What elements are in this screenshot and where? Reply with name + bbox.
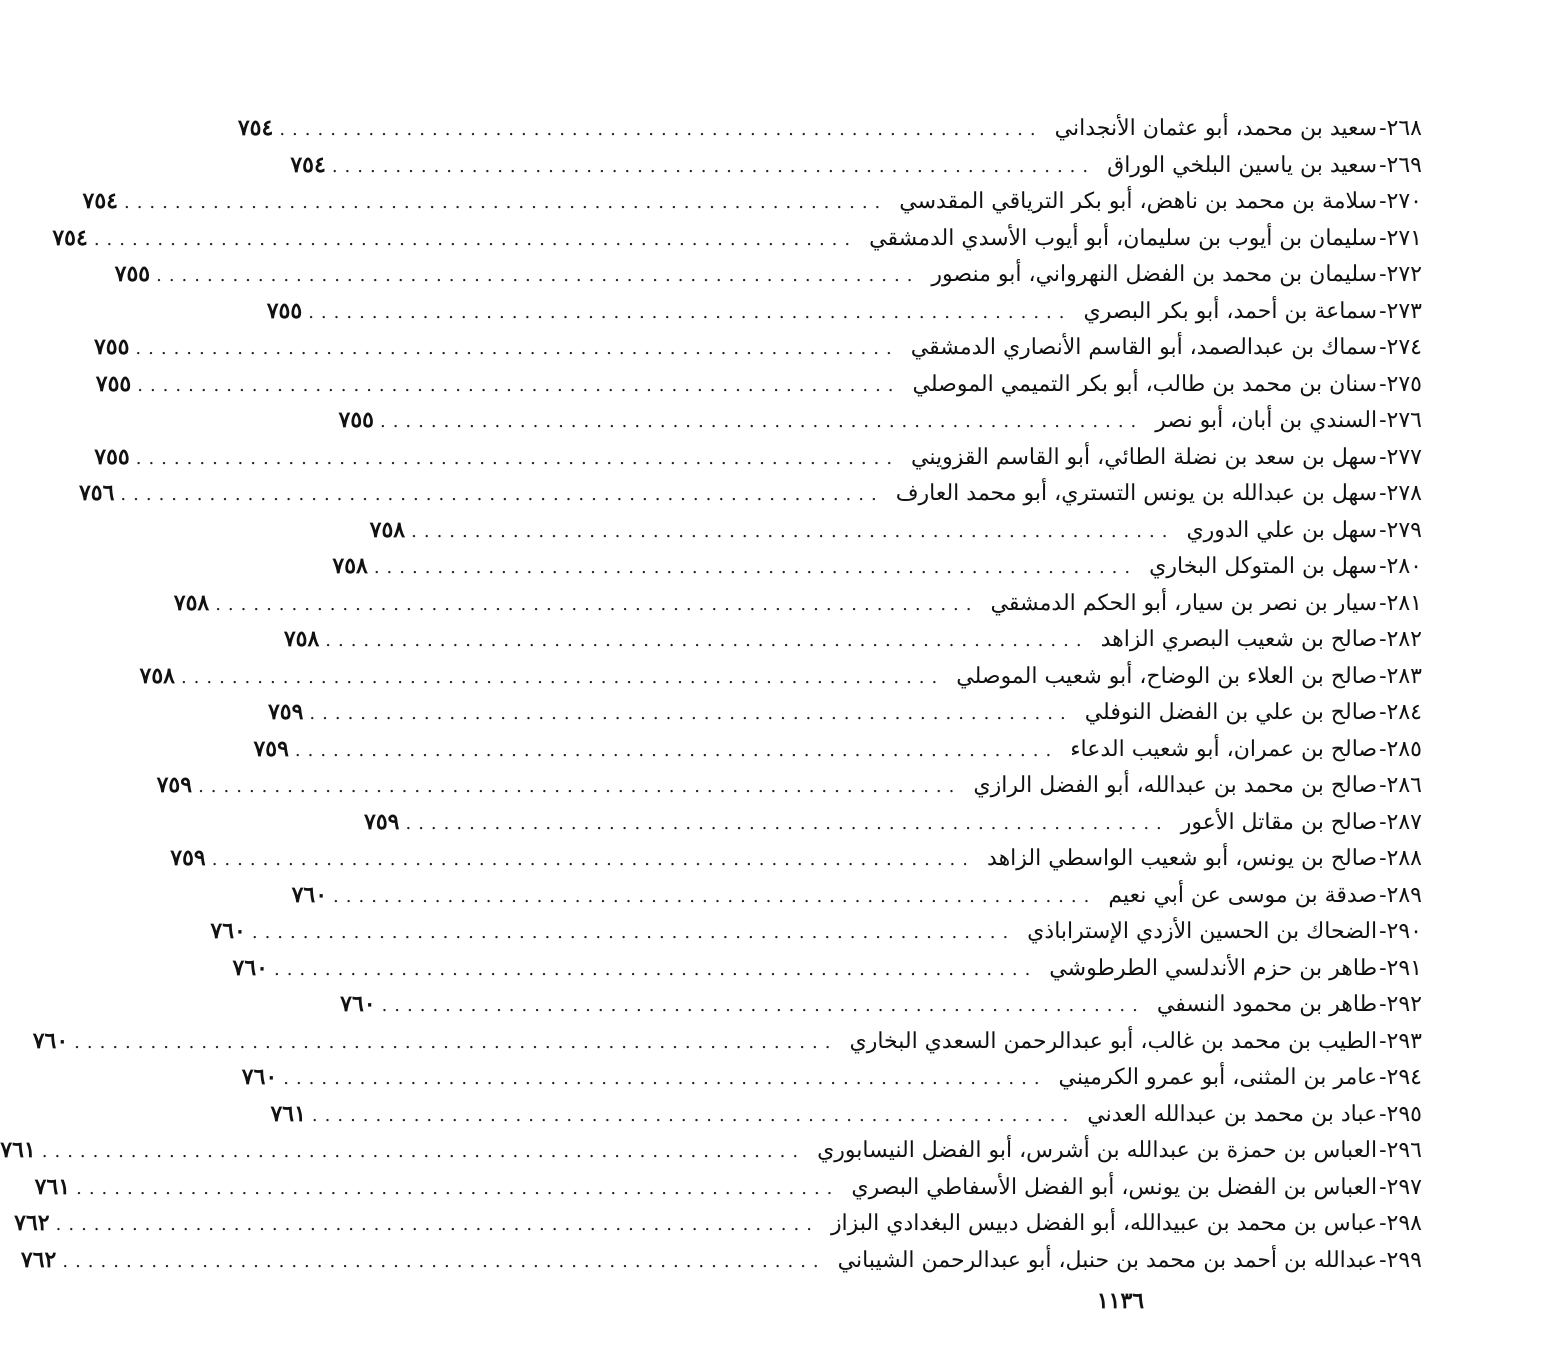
entry-page-ref: ٧٦١: [270, 1100, 306, 1127]
entry-title: سهل بن علي الدوري: [1186, 517, 1378, 543]
dot-leader: ............................................................: [93, 228, 858, 250]
toc-entry: [291, 877, 1422, 914]
dot-leader: ............................................................: [76, 1177, 840, 1199]
entry-number: ٢٨٨-: [1379, 846, 1422, 871]
toc-entry: [173, 585, 1422, 622]
entry-number: ٢٨٤-: [1379, 700, 1422, 725]
entry-number: ٢٧٣-: [1379, 298, 1422, 324]
entry-page-ref: ٧٥٤: [237, 115, 274, 141]
entry-title: سيار بن نصر بن سيار، أبو الحكم الدمشقي: [990, 590, 1378, 616]
entry-title: طاهر بن حزم الأندلسي الطرطوشي: [1049, 955, 1378, 981]
entry-page-ref: ٧٦٠: [291, 881, 328, 908]
dot-leader: ............................................................: [55, 1214, 819, 1235]
entry-page-ref: ٧٥٨: [139, 662, 175, 689]
entry-page-ref: ٧٦٠: [32, 1027, 69, 1054]
entry-page-ref: ٧٥٥: [94, 443, 130, 470]
entry-title: سليمان بن أيوب بن سليمان، أبو أيوب الأسدي الدمشقي: [869, 225, 1378, 251]
entry-title: سليمان بن محمد بن الفضل النهرواني، أبو منصور: [931, 262, 1378, 287]
entry-title: الطيب بن محمد بن غالب، أبو عبدالرحمن السعدي البخاري: [849, 1028, 1378, 1054]
entry-page-ref: ٧٥٩: [364, 808, 400, 835]
entry-title: عباد بن محمد بن عبدالله العدني: [1087, 1101, 1378, 1127]
entry-page-ref: ٧٥٤: [82, 188, 118, 214]
toc-entry: [114, 256, 1422, 293]
entry-title: عامر بن المثنى، أبو عمرو الكرميني: [1058, 1065, 1378, 1090]
dot-leader: ............................................................: [62, 1250, 826, 1272]
entry-number: ٢٩٦-: [1379, 1138, 1422, 1163]
entry-number: ٢٩٥-: [1379, 1101, 1422, 1127]
entry-page-ref: ٧٦٠: [340, 991, 376, 1017]
dot-leader: ............................................................: [198, 776, 962, 797]
entry-number: ٢٨٩-: [1379, 882, 1422, 908]
toc-entry: [156, 767, 1422, 804]
toc-entry: [253, 731, 1422, 768]
entry-page-ref: ٧٥٩: [253, 735, 289, 762]
entry-number: ٢٧١-: [1379, 225, 1422, 251]
dot-leader: ............................................................: [308, 301, 1072, 323]
entry-number: ٢٧٥-: [1379, 371, 1422, 397]
toc-entry: [52, 220, 1422, 257]
entry-title: صالح بن محمد بن عبدالله، أبو الفضل الرازي: [973, 773, 1378, 798]
dot-leader: ............................................................: [41, 1141, 806, 1162]
entry-title: العباس بن حمزة بن عبدالله بن أشرس، أبو الفضل النيسابوري: [817, 1138, 1378, 1163]
entry-page-ref: ٧٦٢: [14, 1210, 50, 1236]
dot-leader: ............................................................: [74, 1031, 838, 1053]
entry-title: سعيد بن ياسين البلخي الوراق: [1107, 152, 1378, 178]
dot-leader: ............................................................: [215, 593, 979, 615]
toc-entry: [0, 1132, 1422, 1169]
dot-leader: ............................................................: [311, 1104, 1076, 1126]
entry-number: ٢٨٥-: [1379, 736, 1422, 762]
entry-number: ٢٨٧-: [1379, 809, 1422, 835]
entry-number: ٢٧٦-: [1379, 408, 1422, 433]
entry-number: ٢٩٤-: [1379, 1065, 1422, 1090]
toc-entry: [332, 548, 1422, 585]
dot-leader: ............................................................: [379, 411, 1144, 432]
entry-number: ٢٦٨-: [1379, 116, 1422, 141]
entry-title: سماك بن عبدالصمد، أبو القاسم الأنصاري الدمشقي: [910, 335, 1378, 360]
dot-leader: ............................................................: [333, 885, 1097, 907]
entry-title: سماعة بن أحمد، أبو بكر البصري: [1083, 298, 1378, 324]
dot-leader: ............................................................: [211, 849, 976, 870]
table-of-contents: [0, 110, 1422, 1278]
entry-title: صالح بن شعيب البصري الزاهد: [1100, 627, 1378, 652]
entry-page-ref: ٧٥٥: [95, 370, 132, 397]
entry-number: ٢٨٣-: [1379, 663, 1422, 689]
entry-title: عباس بن محمد بن عبيدالله، أبو الفضل دبيس البغدادي البزاز: [830, 1211, 1378, 1236]
entry-number: ٢٧٧-: [1379, 444, 1422, 470]
dot-leader: ............................................................: [120, 484, 884, 505]
toc-entry: [237, 110, 1422, 147]
entry-title: سهل بن المتوكل البخاري: [1149, 554, 1378, 579]
entry-number: ٢٧٢-: [1379, 262, 1422, 287]
entry-page-ref: ٧٥٥: [114, 261, 151, 287]
dot-leader: ............................................................: [251, 922, 1016, 943]
toc-entry: [139, 658, 1422, 695]
toc-entry: [283, 621, 1422, 658]
entry-title: السندي بن أبان، أبو نصر: [1155, 408, 1378, 433]
toc-entry: [32, 1023, 1422, 1060]
entry-number: ٢٩٨-: [1379, 1211, 1422, 1236]
toc-entry: [364, 804, 1422, 841]
toc-entry: [82, 183, 1422, 220]
toc-entry: [290, 147, 1422, 184]
entry-title: صالح بن مقاتل الأعور: [1180, 809, 1378, 835]
dot-leader: ............................................................: [180, 666, 945, 688]
entry-page-ref: ٧٦٢: [20, 1246, 57, 1273]
entry-page-ref: ٧٥٩: [267, 699, 304, 725]
entry-page-ref: ٧٦٠: [232, 954, 268, 981]
toc-entry: [93, 329, 1422, 366]
entry-number: ٢٩٧-: [1379, 1174, 1422, 1200]
dot-leader: ............................................................: [273, 958, 1038, 980]
dot-leader: ............................................................: [381, 995, 1145, 1016]
entry-title: صدقة بن موسى عن أبي نعيم: [1108, 882, 1378, 908]
entry-title: صالح بن يونس، أبو شعيب الواسطي الزاهد: [987, 846, 1378, 871]
dot-leader: ............................................................: [325, 630, 1089, 651]
toc-entry: [94, 439, 1422, 476]
entry-number: ٢٦٩-: [1379, 152, 1422, 178]
entry-number: ٢٩٠-: [1379, 919, 1422, 944]
entry-title: طاهر بن محمود النسفي: [1156, 992, 1378, 1017]
entry-number: ٢٩١-: [1379, 955, 1422, 981]
entry-number: ٢٧٠-: [1379, 189, 1422, 214]
dot-leader: ............................................................: [137, 374, 901, 396]
entry-number: ٢٩٢-: [1379, 992, 1422, 1017]
toc-entry: [369, 512, 1422, 549]
toc-entry: [270, 1096, 1422, 1133]
entry-title: سنان بن محمد بن طالب، أبو بكر التميمي الموصلي: [912, 371, 1378, 397]
dot-leader: ............................................................: [279, 119, 1043, 140]
dot-leader: ............................................................: [405, 812, 1169, 834]
dot-leader: ............................................................: [283, 1068, 1047, 1089]
entry-page-ref: ٧٥٥: [338, 407, 374, 433]
toc-entry: [34, 1169, 1422, 1206]
entry-page-ref: ٧٦٠: [241, 1064, 278, 1090]
entry-title: صالح بن عمران، أبو شعيب الدعاء: [1070, 736, 1378, 762]
entry-number: ٢٧٩-: [1379, 517, 1422, 543]
entry-title: الضحاك بن الحسين الأزدي الإستراباذي: [1027, 919, 1378, 944]
entry-title: عبدالله بن أحمد بن محمد بن حنبل، أبو عبدالرحمن الشيباني: [837, 1247, 1378, 1273]
entry-page-ref: ٧٥٥: [93, 334, 130, 360]
entry-number: ٢٩٩-: [1379, 1247, 1422, 1273]
toc-entry: [267, 694, 1422, 731]
entry-number: ٢٩٣-: [1379, 1028, 1422, 1054]
toc-entry: [20, 1242, 1422, 1279]
toc-entry: [14, 1205, 1422, 1242]
toc-entry: [78, 475, 1422, 512]
entry-title: صالح بن العلاء بن الوضاح، أبو شعيب الموصلي: [956, 663, 1378, 689]
dot-leader: ............................................................: [373, 557, 1138, 578]
toc-entry: [266, 293, 1422, 330]
entry-page-ref: ٧٥٦: [78, 480, 115, 506]
dot-leader: ............................................................: [123, 192, 888, 213]
toc-entry: [170, 840, 1422, 877]
entry-number: ٢٨٠-: [1379, 554, 1422, 579]
entry-page-ref: ٧٥٨: [173, 589, 210, 616]
dot-leader: ............................................................: [294, 739, 1059, 761]
toc-entry: [95, 366, 1422, 403]
entry-title: العباس بن الفضل بن يونس، أبو الفضل الأسفاطي البصري: [851, 1174, 1378, 1200]
dot-leader: ............................................................: [331, 155, 1096, 177]
entry-page-ref: ٧٥٤: [52, 224, 88, 251]
entry-title: سلامة بن محمد بن ناهض، أبو بكر الترياقي المقدسي: [899, 189, 1378, 214]
entry-title: سهل بن عبدالله بن يونس التستري، أبو محمد العارف: [895, 481, 1378, 506]
toc-entry: [338, 402, 1422, 439]
entry-number: ٢٧٤-: [1379, 335, 1422, 360]
entry-page-ref: ٧٥٨: [369, 516, 406, 543]
toc-entry: [241, 1059, 1422, 1096]
dot-leader: ............................................................: [135, 447, 900, 469]
entry-page-ref: ٧٥٨: [283, 626, 320, 652]
entry-title: صالح بن علي بن الفضل النوفلي: [1084, 700, 1378, 725]
dot-leader: ............................................................: [156, 265, 920, 286]
entry-page-ref: ٧٦١: [0, 1137, 36, 1163]
entry-page-ref: ٧٥٩: [156, 772, 193, 798]
entry-number: ٢٨٢-: [1379, 627, 1422, 652]
dot-leader: ............................................................: [135, 338, 899, 359]
entry-page-ref: ٧٥٤: [290, 151, 326, 178]
dot-leader: ............................................................: [309, 703, 1073, 724]
toc-entry: [340, 986, 1422, 1023]
toc-entry: [232, 950, 1422, 987]
entry-page-ref: ٧٥٥: [266, 297, 303, 324]
entry-page-ref: ٧٦١: [34, 1173, 71, 1200]
entry-title: سهل بن سعد بن نضلة الطائي، أبو القاسم القزويني: [911, 444, 1378, 470]
entry-page-ref: ٧٥٩: [170, 845, 206, 871]
entry-page-ref: ٧٦٠: [210, 918, 246, 944]
page-number: ١١٣٦: [1096, 1288, 1145, 1314]
entry-number: ٢٨١-: [1379, 590, 1422, 616]
toc-entry: [210, 913, 1422, 950]
entry-number: ٢٨٦-: [1379, 773, 1422, 798]
entry-title: سعيد بن محمد، أبو عثمان الأنجداني: [1054, 116, 1378, 141]
dot-leader: ............................................................: [411, 520, 1175, 542]
entry-number: ٢٧٨-: [1379, 481, 1422, 506]
entry-page-ref: ٧٥٨: [332, 553, 368, 579]
